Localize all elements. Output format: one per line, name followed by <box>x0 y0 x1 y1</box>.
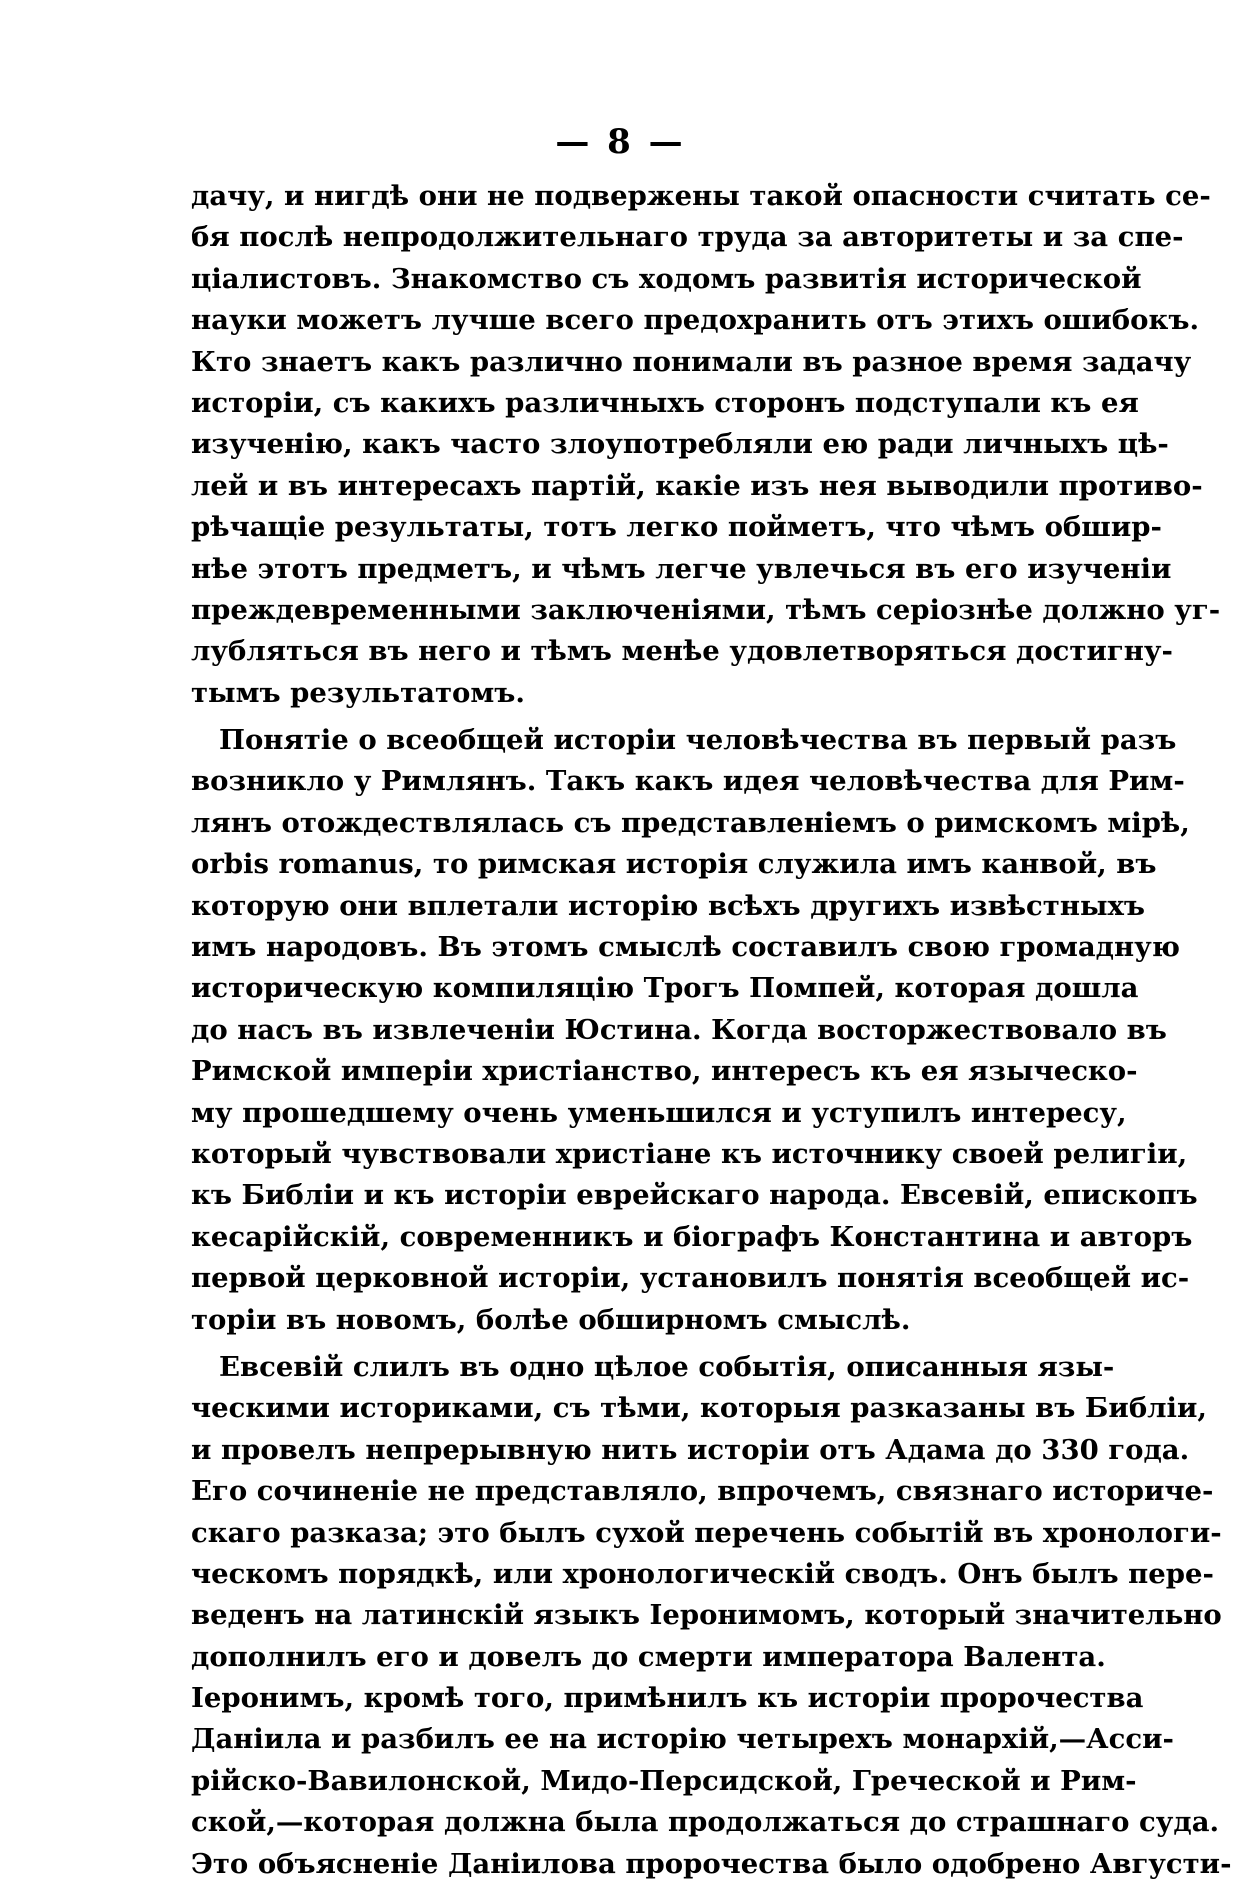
text-line: дополнилъ его и довелъ до смерти императора Валента. <box>191 1640 1106 1673</box>
text-line: кесарійскій, современникъ и біографъ Константина и авторъ <box>191 1220 1193 1253</box>
paragraph-2 <box>191 720 1198 1341</box>
text-line: рѣчащіе результаты, тотъ легко пойметъ, что чѣмъ обшир- <box>191 511 1162 544</box>
text-line: ческими историками, съ тѣми, которыя разказаны въ Библіи, <box>191 1392 1207 1425</box>
text-line: имъ народовъ. Въ этомъ смыслѣ составилъ свою громадную <box>191 931 1180 964</box>
text-line: лей и въ интересахъ партій, какіе изъ нея выводили противо- <box>191 469 1203 502</box>
text-line: которую они вплетали исторію всѣхъ другихъ извѣстныхъ <box>191 889 1146 922</box>
text-line: который чувствовали христіане къ источнику своей религіи, <box>191 1137 1188 1170</box>
text-line: дачу, и нигдѣ они не подвержены такой опасности считать се- <box>191 180 1211 212</box>
page-number: — 8 — <box>555 122 686 162</box>
text-line: веденъ на латинскій языкъ Іеронимомъ, который значительно <box>191 1599 1222 1632</box>
text-line: науки можетъ лучше всего предохранить отъ этихъ ошибокъ. <box>191 304 1200 337</box>
text-line: преждевременными заключеніями, тѣмъ серіознѣе должно уг- <box>191 593 1221 626</box>
text-line: Это объясненіе Даніилова пророчества было одобрено Августи- <box>191 1847 1232 1880</box>
text-line: возникло у Римлянъ. Такъ какъ идея человѣчества для Рим- <box>191 765 1185 798</box>
text-line: и провелъ непрерывную нить исторіи отъ Адама до 330 года. <box>191 1433 1190 1466</box>
text-line: Кто знаетъ какъ различно понимали въ разное время задачу <box>191 345 1192 378</box>
text-line: Римской имперіи христіанство, интересъ къ ея языческо- <box>191 1055 1138 1088</box>
text-line: лубляться въ него и тѣмъ менѣе удовлетворяться достигну- <box>191 635 1173 668</box>
text-line: торіи въ новомъ, болѣе обширномъ смыслѣ. <box>191 1303 911 1336</box>
body-text <box>191 176 1232 1885</box>
paragraph-1 <box>191 176 1221 714</box>
text-line: рійско-Вавилонской, Мидо-Персидской, Греческой и Рим- <box>191 1764 1137 1797</box>
text-line: тымъ результатомъ. <box>191 676 525 709</box>
text-line: скаго разказа; это былъ сухой перечень событій въ хронологи- <box>191 1516 1222 1549</box>
text-line: ческомъ порядкѣ, или хронологическій сводъ. Онъ былъ пере- <box>191 1557 1214 1590</box>
text-line: ціалистовъ. Знакомство съ ходомъ развитія исторической <box>191 262 1142 295</box>
text-line: историческую компиляцію Трогъ Помпей, которая дошла <box>191 972 1139 1005</box>
text-line: Его сочиненіе не представляло, впрочемъ, связнаго историче- <box>191 1475 1214 1508</box>
text-line: къ Библіи и къ исторіи еврейскаго народа. Евсевій, епископъ <box>191 1179 1198 1212</box>
text-line: ской,—которая должна была продолжаться до страшнаго суда. <box>191 1806 1220 1839</box>
text-line: Евсевій слилъ въ одно цѣлое событія, описанныя язы- <box>219 1350 1115 1383</box>
text-line: изученію, какъ часто злоупотребляли ею ради личныхъ цѣ- <box>191 428 1169 461</box>
text-line: Понятіе о всеобщей исторіи человѣчества въ первый разъ <box>219 724 1177 757</box>
text-line: лянъ отождествлялась съ представленіемъ о римскомъ мірѣ, <box>191 806 1190 839</box>
text-line: бя послѣ непродолжительнаго труда за авторитеты и за спе- <box>191 221 1184 254</box>
text-line: первой церковной исторіи, установилъ понятія всеобщей ис- <box>191 1262 1190 1295</box>
text-line: orbis romanus, то римская исторія служила имъ канвой, въ <box>191 848 1157 881</box>
text-line: Даніила и разбилъ ее на исторію четырехъ монархій,—Асси- <box>191 1723 1174 1756</box>
text-line: до насъ въ извлеченіи Юстина. Когда восторжествовало въ <box>191 1013 1167 1046</box>
text-line: Іеронимъ, кромѣ того, примѣнилъ къ исторіи пророчества <box>191 1682 1144 1715</box>
text-line: му прошедшему очень уменьшился и уступилъ интересу, <box>191 1096 1127 1129</box>
paragraph-3 <box>191 1347 1232 1885</box>
text-line: нѣе этотъ предметъ, и чѣмъ легче увлечься въ его изученіи <box>191 552 1172 585</box>
text-line: исторіи, съ какихъ различныхъ сторонъ подступали къ ея <box>191 386 1139 419</box>
